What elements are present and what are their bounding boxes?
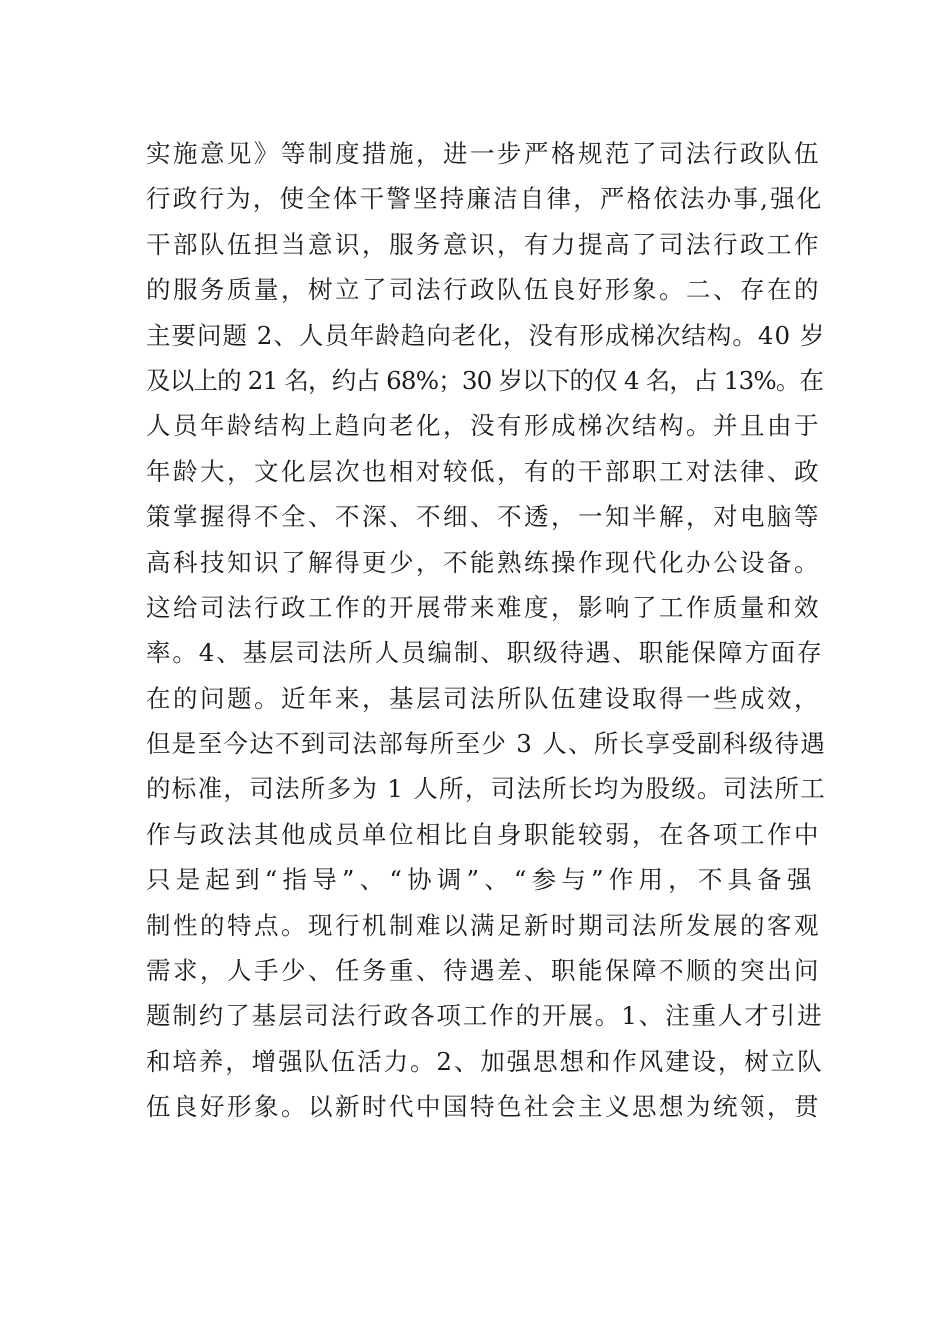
- text-line: 制性的特点。现行机制难以满足新时期司法所发展的客观: [146, 910, 821, 940]
- text-line: 伍良好形象。以新时代中国特色社会主义思想为统领，贯: [146, 1092, 821, 1122]
- text-line: 但是至今达不到司法部每所至少 3 人、所长享受副科级待遇: [146, 729, 827, 759]
- text-line: 作与政法其他成员单位相比自身职能较弱，在各项工作中: [146, 819, 821, 849]
- text-line: 及以上的 21 名，约占 68%；30 岁以下的仅 4 名，占 13%。在: [146, 365, 824, 395]
- text-line: 率。4、基层司法所人员编制、职级待遇、职能保障方面存: [146, 638, 824, 668]
- text-line: 这给司法行政工作的开展带来难度，影响了工作质量和效: [146, 592, 821, 622]
- text-line: 需求，人手少、任务重、待遇差、职能保障不顺的突出问: [146, 956, 821, 986]
- text-line: 的标准，司法所多为 1 人所，司法所长均为股级。司法所工: [146, 774, 827, 804]
- text-line: 行政行为，使全体干警坚持廉洁自律，严格依法办事,强化: [146, 184, 824, 214]
- text-line: 主要问题 2、人员年龄趋向老化，没有形成梯次结构。40 岁: [146, 320, 826, 350]
- text-line: 高科技知识了解得更少，不能熟练操作现代化办公设备。: [146, 547, 821, 577]
- text-line: 题制约了基层司法行政各项工作的开展。1、注重人才引进: [146, 1001, 824, 1031]
- body-text: [146, 131, 826, 1130]
- text-line: 策掌握得不全、不深、不细、不透，一知半解，对电脑等: [146, 502, 821, 532]
- text-line: 只是起到“指导”、“协调”、“参与”作用，不具备强: [146, 865, 817, 895]
- text-line: 在的问题。近年来，基层司法所队伍建设取得一些成效，: [146, 683, 821, 713]
- text-line: 和培养，增强队伍活力。2、加强思想和作风建设，树立队: [146, 1046, 824, 1076]
- text-line: 实施意见》等制度措施，进一步严格规范了司法行政队伍: [146, 139, 821, 168]
- text-line: 的服务质量，树立了司法行政队伍良好形象。二、存在的: [146, 275, 821, 305]
- text-line: 人员年龄结构上趋向老化，没有形成梯次结构。并且由于: [146, 411, 821, 441]
- text-line: 年龄大，文化层次也相对较低，有的干部职工对法律、政: [146, 456, 821, 486]
- text-line: 干部队伍担当意识，服务意识，有力提高了司法行政工作: [146, 229, 821, 259]
